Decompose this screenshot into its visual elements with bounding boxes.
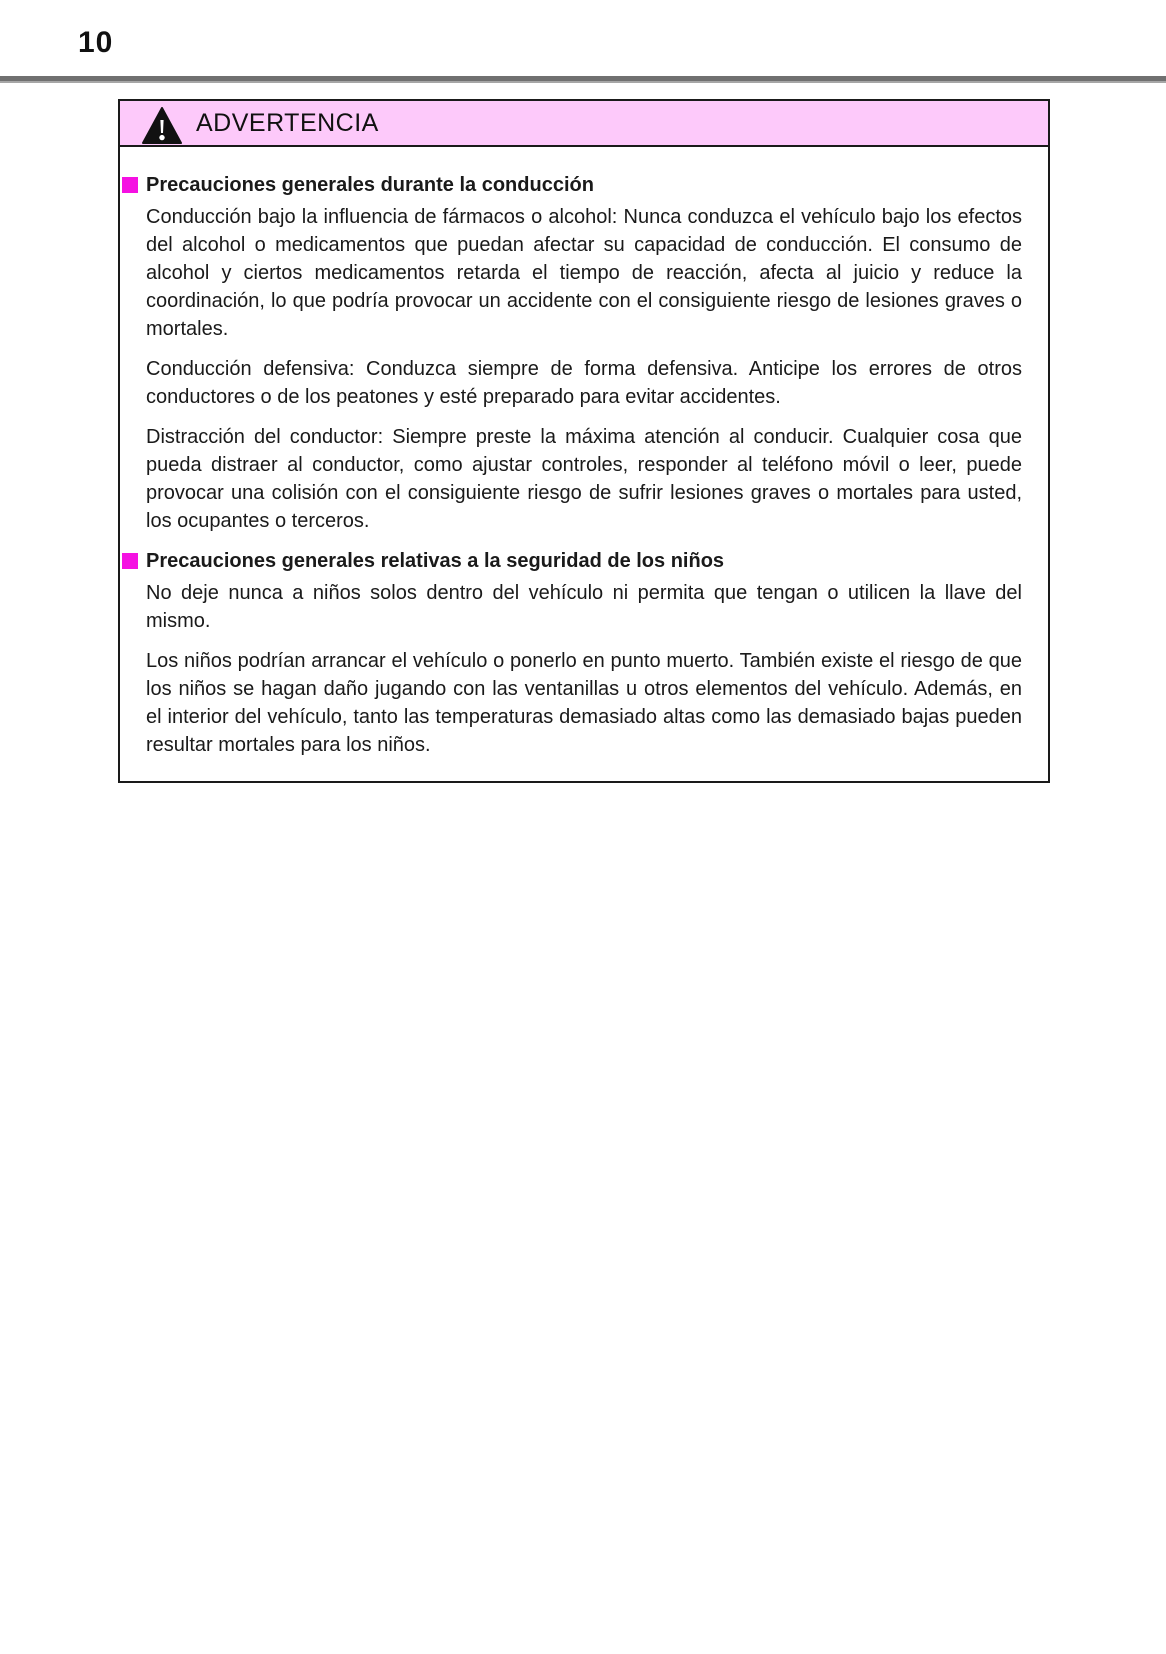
warning-header	[120, 101, 1048, 147]
section-heading	[122, 547, 1022, 575]
bullet-square-icon	[122, 177, 138, 193]
warning-paragraph: Distracción del conductor: Siempre preste la máxima atención al conducir. Cualquier cosa que pueda distraer al conductor, como ajustar controles, responder al teléfono móvil o leer, puede provocar una colisión con el consiguiente riesgo de sufrir lesiones graves o mortales para usted, los ocupantes o terceros.	[146, 426, 1022, 532]
warning-paragraph: Conducción defensiva: Conduzca siempre de forma defensiva. Anticipe los errores de otros conductores o de los peatones y esté preparado para evitar accidentes.	[146, 358, 1022, 408]
warning-title: ADVERTENCIA	[196, 108, 379, 137]
warning-paragraph: No deje nunca a niños solos dentro del vehículo ni permita que tengan o utilicen la llave del mismo.	[146, 582, 1022, 632]
warning-body	[120, 147, 1048, 781]
section-heading	[122, 171, 1022, 199]
page-number: 10	[78, 26, 114, 59]
section-heading-label: Precauciones generales durante la conducción	[146, 174, 594, 196]
page-top-rule	[0, 76, 1166, 83]
warning-box	[118, 99, 1050, 783]
bullet-square-icon	[122, 553, 138, 569]
section-heading-label: Precauciones generales relativas a la seguridad de los niños	[146, 550, 725, 572]
warning-paragraph: Los niños podrían arrancar el vehículo o ponerlo en punto muerto. También existe el riesgo de que los niños se hagan daño jugando con las ventanillas u otros elementos del vehículo. Además, en el interior del vehículo, tanto las temperaturas demasiado altas como las demasiado bajas pueden resultar mortales para los niños.	[146, 650, 1022, 756]
warning-paragraph: Conducción bajo la influencia de fármacos o alcohol: Nunca conduzca el vehículo bajo los efectos del alcohol o medicamentos que puedan afectar su capacidad de conducción. El consumo de alcohol y ciertos medicamentos retarda el tiempo de reacción, afecta al juicio y reduce la coordinación, lo que podría provocar un accidente con el consiguiente riesgo de lesiones graves o mortales.	[146, 206, 1022, 340]
warning-triangle-icon	[142, 107, 182, 145]
